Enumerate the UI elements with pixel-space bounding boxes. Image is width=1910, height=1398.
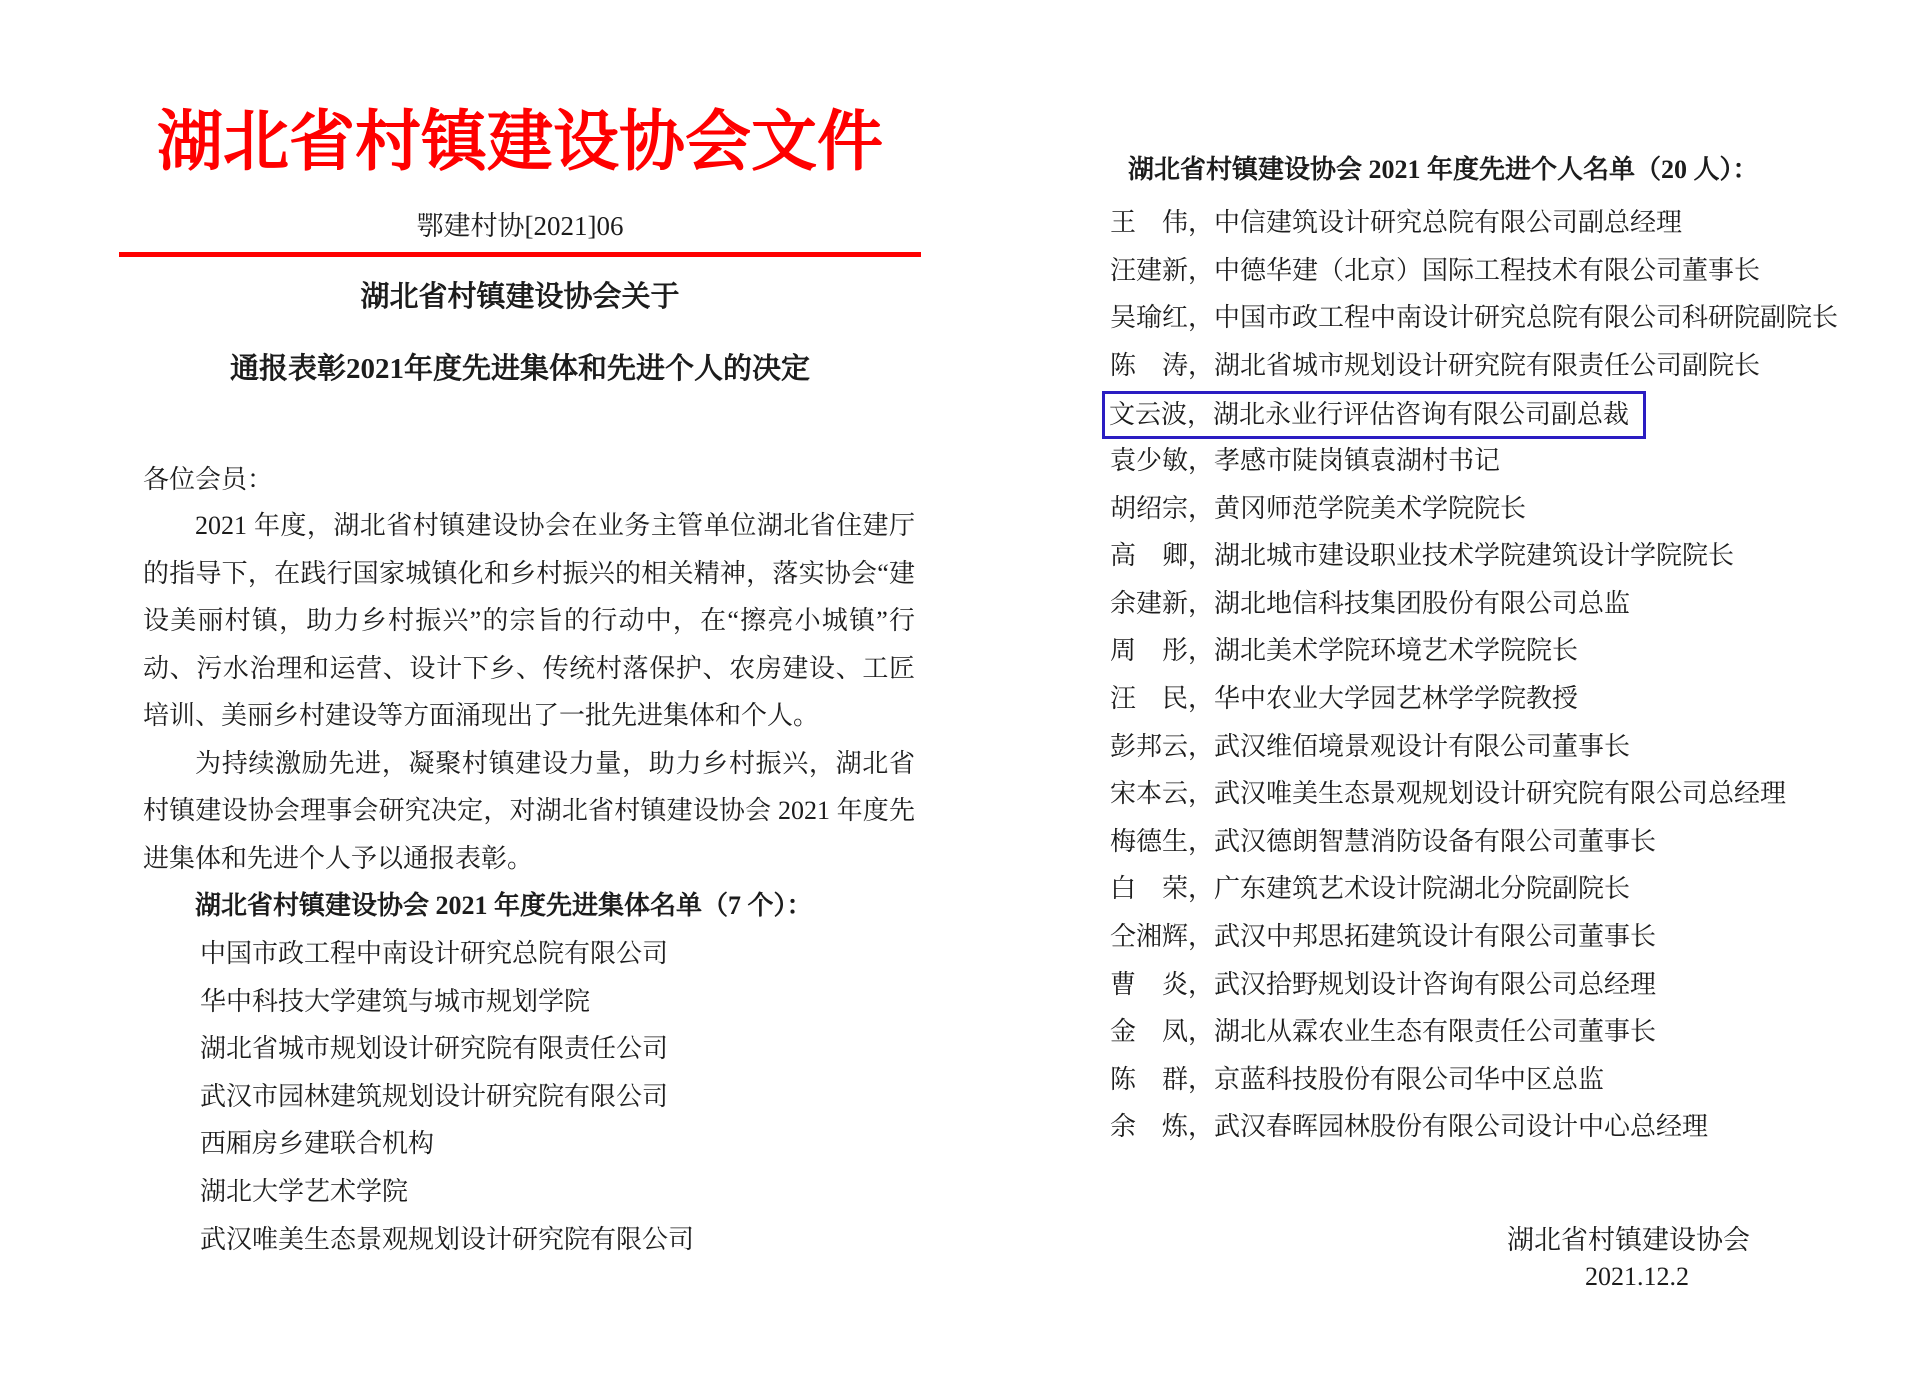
collective-list-heading: 湖北省村镇建设协会 2021 年度先进集体名单（7 个）： <box>195 891 813 920</box>
signature-org: 湖北省村镇建设协会 <box>1507 1225 1750 1255</box>
person-row: 陈 群，京蓝科技股份有限公司华中区总监 <box>1110 1064 1605 1094</box>
highlight-box: 文云波，湖北永业行评估咨询有限公司副总裁 <box>1102 391 1646 439</box>
person-row: 胡绍宗，黄冈师范学院美术学院院长 <box>1110 493 1527 523</box>
collective-item: 中国市政工程中南设计研究总院有限公司 <box>200 939 669 968</box>
body-paragraphs <box>143 502 915 882</box>
person-row: 梅德生，武汉德朗智慧消防设备有限公司董事长 <box>1110 826 1657 856</box>
person-row: 仝湘辉，武汉中邦思拓建筑设计有限公司董事长 <box>1110 921 1657 951</box>
doc-number: 鄂建村协[2021]06 <box>416 211 624 241</box>
paragraph-2: 为持续激励先进，凝聚村镇建设力量，助力乡村振兴，湖北省村镇建设协会理事会研究决定，对湖北省村镇建设协会 2021 年度先进集体和先进个人予以通报表彰。 <box>143 748 915 873</box>
person-row-highlighted <box>1110 389 1838 437</box>
person-row: 曹 炎，武汉拾野规划设计咨询有限公司总经理 <box>1110 969 1657 999</box>
person-row: 余 炼，武汉春晖园林股份有限公司设计中心总经理 <box>1110 1112 1709 1142</box>
collective-item: 湖北省城市规划设计研究院有限责任公司 <box>200 1034 669 1064</box>
person-row: 高 卿，湖北城市建设职业技术学院建筑设计学院院长 <box>1110 541 1735 571</box>
individual-list-heading: 湖北省村镇建设协会 2021 年度先进个人名单（20 人）： <box>1128 155 1759 184</box>
collective-list <box>200 930 694 1263</box>
collective-item: 武汉唯美生态景观规划设计研究院有限公司 <box>200 1224 695 1254</box>
person-row: 汪 民，华中农业大学园艺林学学院教授 <box>1110 683 1579 713</box>
person-row: 王 伟，中信建筑设计研究总院有限公司副总经理 <box>1110 208 1683 237</box>
person-row: 汪建新，中德华建（北京）国际工程技术有限公司董事长 <box>1110 255 1761 285</box>
salutation: 各位会员： <box>143 465 274 494</box>
signature-date: 2021.12.2 <box>1585 1262 1689 1291</box>
individual-list <box>1110 199 1838 1151</box>
paragraph-1: 2021 年度，湖北省村镇建设协会在业务主管单位湖北省住建厅的指导下，在践行国家城镇化和乡村振兴的相关精神，落实协会“建设美丽村镇，助力乡村振兴”的宗旨的行动中，在“擦亮小城镇”行动、污水治理和运营、设计下乡、传统村落保护、农房建设、工匠培训、美丽乡村建设等方面涌现出了一批先进集体和个人。 <box>143 511 915 730</box>
person-row: 陈 涛，湖北省城市规划设计研究院有限责任公司副院长 <box>1110 350 1761 380</box>
person-row: 金 凤，湖北从霖农业生态有限责任公司董事长 <box>1110 1017 1657 1047</box>
person-row: 周 彤，湖北美术学院环境艺术学院院长 <box>1110 636 1579 666</box>
doc-title-line2: 通报表彰2021年度先进集体和先进个人的决定 <box>229 353 810 385</box>
person-row: 彭邦云，武汉维佰境景观设计有限公司董事长 <box>1110 731 1631 761</box>
person-row: 白 荣，广东建筑艺术设计院湖北分院副院长 <box>1110 874 1631 904</box>
doc-title-line1: 湖北省村镇建设协会关于 <box>360 281 680 313</box>
collective-item: 西厢房乡建联合机构 <box>200 1129 435 1159</box>
person-row: 余建新，湖北地信科技集团股份有限公司总监 <box>1110 588 1631 618</box>
collective-item: 华中科技大学建筑与城市规划学院 <box>200 986 591 1016</box>
collective-item: 湖北大学艺术学院 <box>200 1176 409 1206</box>
letterhead-title: 湖北省村镇建设协会文件 <box>157 106 883 179</box>
collective-item: 武汉市园林建筑规划设计研究院有限公司 <box>200 1081 669 1111</box>
person-row: 吴瑜红，中国市政工程中南设计研究总院有限公司科研院副院长 <box>1110 303 1839 333</box>
red-divider-line <box>119 252 921 257</box>
person-row: 宋本云，武汉唯美生态景观规划设计研究院有限公司总经理 <box>1110 779 1787 809</box>
person-row: 袁少敏，孝感市陡岗镇袁湖村书记 <box>1110 445 1501 475</box>
